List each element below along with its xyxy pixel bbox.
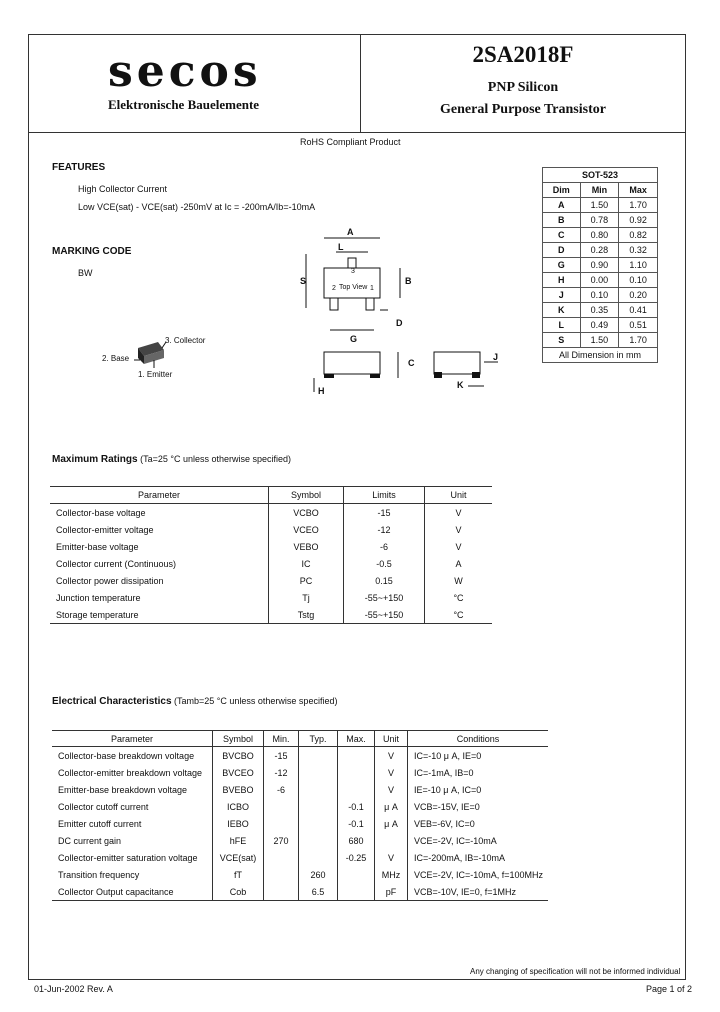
dimension-min: 0.80	[580, 228, 619, 243]
marking-code: BW	[78, 268, 93, 278]
max-header: Parameter	[50, 487, 269, 504]
dimension-min: 1.50	[580, 333, 619, 348]
ec-min: -15	[264, 747, 299, 765]
max-symbol: PC	[269, 572, 344, 589]
ec-min	[264, 798, 299, 815]
ec-min	[264, 883, 299, 901]
header-divider	[28, 132, 686, 133]
max-symbol: VEBO	[269, 538, 344, 555]
dimension-name: G	[543, 258, 581, 273]
dimension-name: J	[543, 288, 581, 303]
ec-typ	[299, 798, 338, 815]
ec-symbol: hFE	[213, 832, 264, 849]
ec-condition: VCE=-2V, IC=-10mA, f=100MHz	[408, 866, 549, 883]
pin-collector-label: 3. Collector	[165, 336, 206, 345]
max-symbol: VCBO	[269, 504, 344, 522]
dimension-table	[542, 167, 658, 363]
max-rating-row	[50, 538, 492, 555]
max-symbol: Tstg	[269, 606, 344, 624]
dimension-max: 0.41	[619, 303, 658, 318]
ec-header: Conditions	[408, 731, 549, 747]
ec-parameter: Transition frequency	[58, 869, 140, 880]
ec-max	[338, 883, 375, 901]
pin3-pad	[348, 258, 356, 268]
electrical-heading-group	[52, 696, 337, 707]
dimension-row	[543, 288, 658, 303]
dimension-max: 1.70	[619, 198, 658, 213]
ec-unit	[375, 832, 408, 849]
ec-parameter: Collector cutoff current	[58, 801, 149, 812]
dimension-name: D	[543, 243, 581, 258]
electrical-row	[52, 815, 548, 832]
dimension-row	[543, 243, 658, 258]
marking-heading: MARKING CODE	[52, 246, 132, 257]
max-parameter: Collector current (Continuous)	[56, 558, 177, 569]
max-rating-row	[50, 504, 492, 522]
ec-condition: VCE=-2V, IC=-10mA	[408, 832, 549, 849]
features-heading: FEATURES	[52, 162, 106, 173]
pin1-pad	[366, 298, 374, 310]
dimension-row	[543, 258, 658, 273]
max-ratings-heading: Maximum Ratings	[52, 454, 138, 465]
max-ratings-heading-group	[52, 454, 291, 465]
dimension-max: 0.92	[619, 213, 658, 228]
dim-label-s: S	[300, 276, 307, 286]
ec-typ	[299, 832, 338, 849]
max-rating-row	[50, 521, 492, 538]
ec-symbol: BVCEO	[213, 764, 264, 781]
page-number: Page 1 of 2	[646, 984, 693, 994]
max-limit: -0.5	[344, 555, 425, 572]
dimension-max: 0.20	[619, 288, 658, 303]
dimension-name: L	[543, 318, 581, 333]
electrical-subtitle: (Tamb=25 °C unless otherwise specified)	[174, 696, 338, 706]
dim-label-j: J	[493, 352, 499, 362]
max-rating-row	[50, 555, 492, 572]
ec-header: Typ.	[299, 731, 338, 747]
ec-header: Min.	[264, 731, 299, 747]
end-lead	[472, 372, 480, 378]
ec-typ: 260	[299, 866, 338, 883]
max-parameter: Emitter-base voltage	[56, 541, 139, 552]
ec-condition: VCB=-15V, IE=0	[408, 798, 549, 815]
ec-typ	[299, 747, 338, 765]
ec-parameter: Collector-emitter breakdown voltage	[58, 767, 203, 778]
dimension-name: A	[543, 198, 581, 213]
transistor-type: PNP Silicon	[487, 80, 559, 95]
max-parameter: Collector-base voltage	[56, 507, 146, 518]
dimension-min: 0.10	[580, 288, 619, 303]
ec-unit: pF	[375, 883, 408, 901]
dimension-row	[543, 228, 658, 243]
dimension-min: 0.28	[580, 243, 619, 258]
max-symbol: IC	[269, 555, 344, 572]
dimension-header: Max	[619, 183, 658, 198]
dimension-name: C	[543, 228, 581, 243]
ec-unit: V	[375, 849, 408, 866]
ec-max	[338, 781, 375, 798]
company-logo: secos	[108, 46, 262, 97]
electrical-row	[52, 798, 548, 815]
dimension-header: Dim	[543, 183, 581, 198]
dimension-min: 0.90	[580, 258, 619, 273]
ec-max: -0.25	[338, 849, 375, 866]
dimension-min: 0.49	[580, 318, 619, 333]
ec-unit: V	[375, 781, 408, 798]
feature-item: High Collector Current	[78, 184, 168, 194]
dim-label-b: B	[405, 276, 412, 286]
ec-unit: μ A	[375, 798, 408, 815]
max-limit: -12	[344, 521, 425, 538]
ec-header: Unit	[375, 731, 408, 747]
ec-parameter: Collector Output capacitance	[52, 883, 213, 901]
electrical-row	[52, 866, 548, 883]
dimension-max: 0.82	[619, 228, 658, 243]
ec-max: -0.1	[338, 798, 375, 815]
max-symbol: VCEO	[269, 521, 344, 538]
electrical-row	[52, 883, 548, 901]
dim-label-d: D	[396, 318, 403, 328]
side-view-body	[324, 352, 380, 374]
electrical-table	[52, 730, 548, 901]
ec-parameter: Emitter-base breakdown voltage	[58, 784, 188, 795]
dimension-table-title: SOT-523	[543, 168, 658, 183]
dimension-min: 0.00	[580, 273, 619, 288]
transistor-description: General Purpose Transistor	[440, 102, 606, 117]
max-parameter: Collector-emitter voltage	[56, 524, 154, 535]
max-unit: V	[425, 521, 493, 538]
max-unit: A	[425, 555, 493, 572]
ec-min: -6	[264, 781, 299, 798]
electrical-heading: Electrical Characteristics	[52, 696, 172, 707]
max-unit: V	[425, 504, 493, 522]
ec-header: Symbol	[213, 731, 264, 747]
pin2-pad	[330, 298, 338, 310]
dim-label-g: G	[350, 334, 358, 344]
side-lead	[370, 374, 380, 378]
dimension-max: 0.51	[619, 318, 658, 333]
end-lead	[434, 372, 442, 378]
dimension-row	[543, 213, 658, 228]
ec-symbol: BVEBO	[213, 781, 264, 798]
dimension-note: All Dimension in mm	[543, 348, 658, 363]
max-rating-row	[50, 606, 492, 624]
ec-min	[264, 849, 299, 866]
ec-condition: IE=-10 μ A, IC=0	[408, 781, 549, 798]
ec-max: 680	[338, 832, 375, 849]
revision-date: 01-Jun-2002 Rev. A	[34, 984, 113, 994]
ec-condition: IC=-1mA, IB=0	[408, 764, 549, 781]
max-rating-row	[50, 589, 492, 606]
dimension-max: 1.70	[619, 333, 658, 348]
company-subtitle: Elektronische Bauelemente	[108, 97, 260, 112]
ec-typ: 6.5	[299, 883, 338, 901]
part-number: 2SA2018F	[472, 42, 574, 67]
dimension-min: 0.35	[580, 303, 619, 318]
dim-label-h: H	[318, 386, 325, 396]
ec-min: 270	[264, 832, 299, 849]
dimension-header: Min	[580, 183, 619, 198]
max-parameter: Collector power dissipation	[56, 575, 164, 586]
dimension-row	[543, 303, 658, 318]
side-lead	[324, 374, 334, 378]
ec-max	[338, 764, 375, 781]
ec-typ	[299, 849, 338, 866]
ec-parameter: Emitter cutoff current	[58, 818, 142, 829]
electrical-row	[52, 832, 548, 849]
ec-symbol: fT	[213, 866, 264, 883]
spec-change-notice: Any changing of specification will not be informed individual	[470, 967, 681, 976]
max-limit: -15	[344, 504, 425, 522]
ec-unit: μ A	[375, 815, 408, 832]
max-ratings-subtitle: (Ta=25 °C unless otherwise specified)	[140, 454, 292, 464]
ec-symbol: BVCBO	[213, 747, 264, 765]
top-view-label: Top View	[339, 284, 368, 291]
electrical-row	[52, 849, 548, 866]
ec-symbol: IEBO	[213, 815, 264, 832]
max-ratings-table	[50, 486, 492, 624]
ec-typ	[299, 764, 338, 781]
ec-max: -0.1	[338, 815, 375, 832]
dimension-row	[543, 273, 658, 288]
max-limit: -6	[344, 538, 425, 555]
max-unit: W	[425, 572, 493, 589]
dim-label-c: C	[408, 358, 415, 368]
max-limit: -55~+150	[344, 606, 425, 624]
ec-unit: V	[375, 747, 408, 765]
max-header: Unit	[425, 487, 493, 504]
dimension-max: 0.10	[619, 273, 658, 288]
max-unit: °C	[425, 606, 493, 624]
dimension-row	[543, 333, 658, 348]
max-symbol: Tj	[269, 589, 344, 606]
pin3-number: 3	[351, 268, 355, 275]
ec-max	[338, 866, 375, 883]
ec-min	[264, 815, 299, 832]
ec-header: Parameter	[52, 731, 213, 747]
max-header: Limits	[344, 487, 425, 504]
dimension-max: 1.10	[619, 258, 658, 273]
dim-label-a: A	[347, 227, 354, 237]
rohs-note: RoHS Compliant Product	[300, 137, 401, 147]
package-outline-drawing	[288, 224, 528, 404]
ec-min: -12	[264, 764, 299, 781]
dimension-min: 1.50	[580, 198, 619, 213]
dimension-name: H	[543, 273, 581, 288]
ec-condition: IC=-10 μ A, IE=0	[408, 747, 549, 765]
max-limit: -55~+150	[344, 589, 425, 606]
ec-condition: IC=-200mA, IB=-10mA	[408, 849, 549, 866]
ec-condition: VCB=-10V, IE=0, f=1MHz	[408, 883, 549, 901]
pin2-number: 2	[332, 285, 336, 292]
ec-header: Max.	[338, 731, 375, 747]
max-rating-row	[50, 572, 492, 589]
ec-unit: MHz	[375, 866, 408, 883]
ec-max	[338, 747, 375, 765]
ec-min	[264, 866, 299, 883]
max-limit: 0.15	[344, 572, 425, 589]
ec-symbol: ICBO	[213, 798, 264, 815]
electrical-row	[52, 764, 548, 781]
ec-parameter: Collector-base breakdown voltage	[58, 750, 195, 761]
ec-parameter: DC current gain	[58, 835, 122, 846]
dimension-name: K	[543, 303, 581, 318]
max-unit: V	[425, 538, 493, 555]
ec-symbol: VCE(sat)	[213, 849, 264, 866]
ec-parameter: Collector-emitter saturation voltage	[58, 852, 198, 863]
ec-typ	[299, 781, 338, 798]
end-view-body	[434, 352, 480, 374]
dimension-min: 0.78	[580, 213, 619, 228]
dimension-max: 0.32	[619, 243, 658, 258]
feature-item: Low VCE(sat) - VCE(sat) -250mV at Ic = -200mA/Ib=-10mA	[78, 202, 316, 212]
max-header: Symbol	[269, 487, 344, 504]
electrical-row	[52, 747, 548, 765]
pin-emitter-label: 1. Emitter	[138, 370, 173, 379]
max-parameter: Junction temperature	[56, 592, 141, 603]
ec-condition: VEB=-6V, IC=0	[408, 815, 549, 832]
dimension-row	[543, 318, 658, 333]
dim-label-k: K	[457, 380, 464, 390]
dimension-name: S	[543, 333, 581, 348]
max-unit: °C	[425, 589, 493, 606]
max-parameter: Storage temperature	[50, 606, 269, 624]
pin1-number: 1	[370, 285, 374, 292]
ec-symbol: Cob	[213, 883, 264, 901]
electrical-row	[52, 781, 548, 798]
dimension-row	[543, 198, 658, 213]
ec-typ	[299, 815, 338, 832]
ec-unit: V	[375, 764, 408, 781]
dimension-name: B	[543, 213, 581, 228]
pin-base-label: 2. Base	[102, 354, 130, 363]
dim-label-l: L	[338, 242, 344, 252]
